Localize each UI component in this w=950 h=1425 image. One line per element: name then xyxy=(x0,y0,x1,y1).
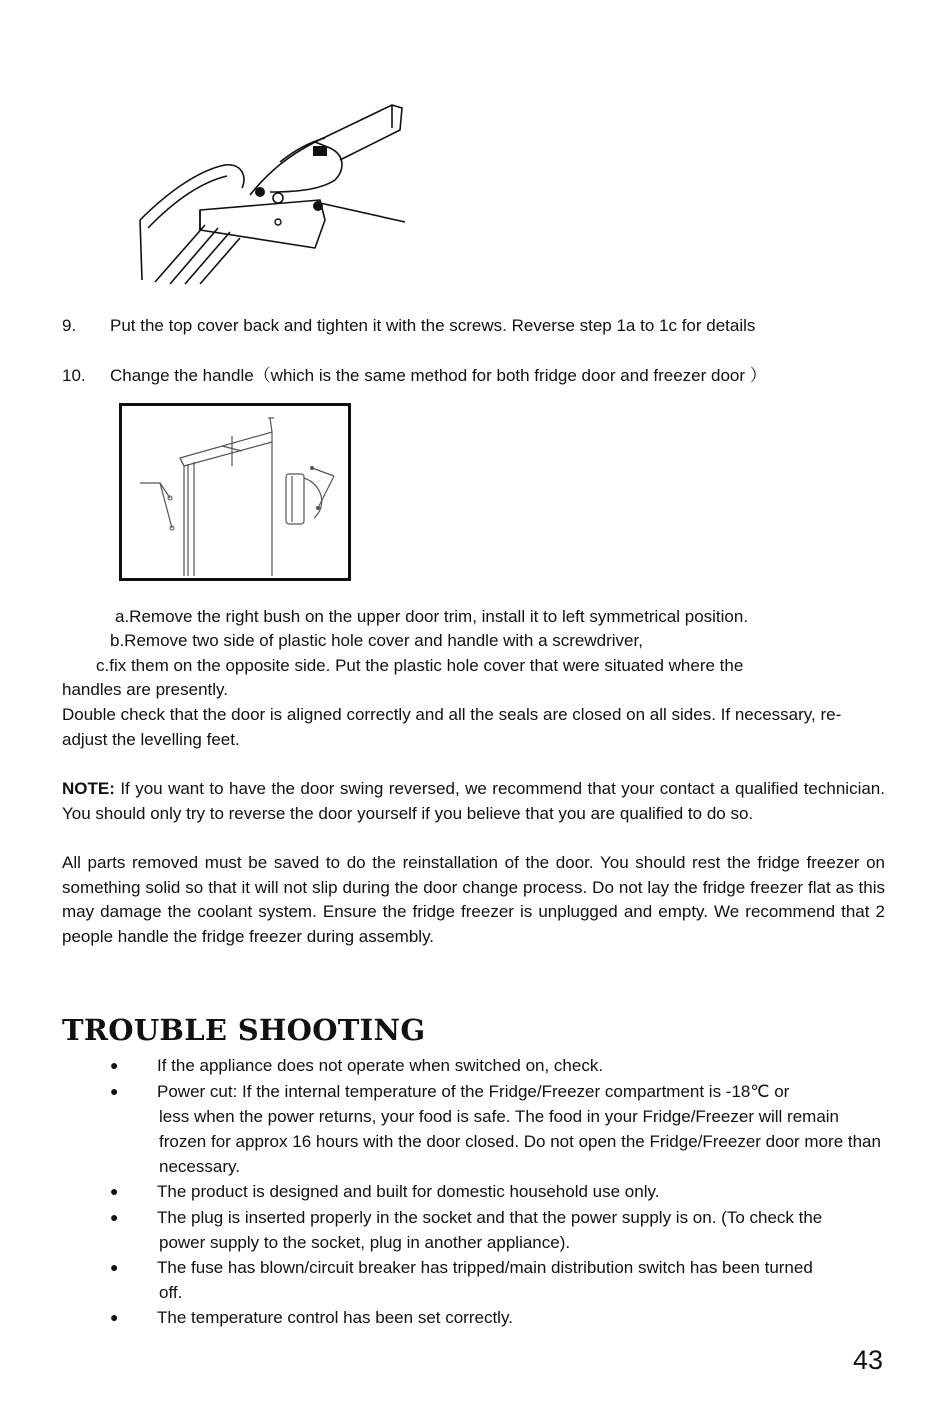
substep-a: a.Remove the right bush on the upper door trim, install it to left symmetrical position. xyxy=(115,607,749,626)
double-check-paragraph: Double check that the door is aligned correctly and all the seals are closed on all sides. If necessary, re-adjust the levelling feet. xyxy=(62,705,842,749)
step-text: Change the handle（which is the same method for both fridge door and freezer door ） xyxy=(110,366,767,385)
note-text: If you want to have the door swing reversed, we recommend that your contact a qualified technician. You should only try to reverse the door yourself if you believe that you are qualified to do so. xyxy=(62,779,885,823)
bullet-icon: ● xyxy=(110,1083,119,1099)
list-item: The fuse has blown/circuit breaker has tripped/main distribution switch has been turned off. xyxy=(157,1258,813,1302)
section-heading: TROUBLE SHOOTING xyxy=(62,1013,426,1047)
substep-b: b.Remove two side of plastic hole cover and handle with a screwdriver, xyxy=(110,631,643,650)
bullet-icon: ● xyxy=(110,1259,119,1275)
hinge-cover-illustration xyxy=(130,100,410,290)
step-number: 9. xyxy=(62,316,77,335)
note-label: NOTE: xyxy=(62,779,115,798)
bullet-icon: ● xyxy=(110,1183,119,1199)
page-number: 43 xyxy=(853,1345,884,1375)
substep-c: c.fix them on the opposite side. Put the plastic hole cover that were situated where the xyxy=(96,656,744,675)
step-text: Put the top cover back and tighten it with the screws. Reverse step 1a to 1c for details xyxy=(110,316,756,335)
door-handle-illustration xyxy=(122,406,348,578)
door-handle-diagram-frame xyxy=(119,403,351,581)
bullet-icon: ● xyxy=(110,1209,119,1225)
step-number: 10. xyxy=(62,366,86,385)
bullet-icon: ● xyxy=(110,1309,119,1325)
list-item: If the appliance does not operate when switched on, check. xyxy=(157,1056,604,1075)
list-item: The product is designed and built for domestic household use only. xyxy=(157,1182,660,1201)
list-item: The temperature control has been set correctly. xyxy=(157,1308,513,1327)
parts-paragraph: All parts removed must be saved to do the reinstallation of the door. You should rest the fridge freezer on something solid so that it will not slip during the door change process. Do not lay the fridge freezer flat as this may damage the coolant system. Ensure the fridge freezer is unplugged and empty. We recommend that 2 people handle the fridge freezer during assembly. xyxy=(62,853,885,946)
bullet-icon: ● xyxy=(110,1057,119,1073)
list-item: Power cut: If the internal temperature of the Fridge/Freezer compartment is -18℃ or less when the power returns, your food is safe. The food in your Fridge/Freezer will remain frozen for approx 16 hours with the door closed. Do not open the Fridge/Freezer door more than necessary. xyxy=(157,1082,881,1176)
note-paragraph xyxy=(62,777,885,826)
substep-c-continued: handles are presently. xyxy=(62,680,229,699)
list-item: The plug is inserted properly in the socket and that the power supply is on. (To check the power supply to the socket, plug in another appliance). xyxy=(157,1208,823,1252)
